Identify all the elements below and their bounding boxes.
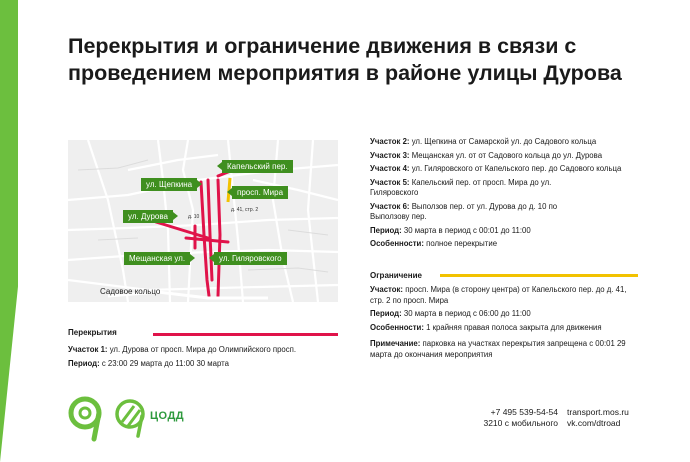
closure-item-2: Участок 2: ул. Щепкина от Самарской ул. до Садового кольца bbox=[370, 137, 597, 146]
closure-item-4: Участок 4: ул. Гиляровского от Капельского пер. до Садового кольца bbox=[370, 164, 622, 173]
restriction-heading: Ограничение bbox=[370, 271, 422, 280]
contact-links bbox=[567, 407, 629, 429]
map-label-durova: ул. Дурова bbox=[123, 210, 173, 223]
page-title: Перекрытия и ограничение движения в связи с проведением мероприятия в районе улицы Дурова bbox=[68, 34, 622, 85]
mobile-number: 3210 с мобильного bbox=[483, 418, 558, 428]
restriction-features: Особенности: 1 крайняя правая полоса закрыта для движения bbox=[370, 322, 602, 332]
closure-gilyarovskogo bbox=[218, 180, 220, 296]
parking-note: Примечание: парковка на участках перекрытия запрещена с 00:01 29 марта до окончания мероприятия bbox=[370, 339, 626, 359]
map-label-kapelsky: Капельский пер. bbox=[222, 160, 293, 173]
codd-logo-icon bbox=[112, 398, 148, 438]
closures-heading: Перекрытия bbox=[68, 328, 117, 337]
restriction-block bbox=[370, 285, 642, 336]
route-map bbox=[68, 140, 338, 302]
closure-period-2: Период: 30 марта в период с 00:01 до 11:00 bbox=[370, 225, 531, 235]
closures-right-block bbox=[370, 137, 640, 253]
phone-number[interactable]: +7 495 539-54-54 bbox=[490, 407, 558, 417]
closures-left-block bbox=[68, 345, 358, 372]
closure-features: Особенности: полное перекрытие bbox=[370, 239, 498, 248]
restriction-period: Период: 30 марта в период с 06:00 до 11:00 bbox=[370, 309, 531, 318]
map-label-sadovoe: Садовое кольцо bbox=[100, 287, 161, 296]
map-drawing bbox=[68, 140, 338, 302]
closure-meshchanskaya bbox=[208, 180, 212, 280]
closure-item-5: Участок 5: Капельский пер. от просп. Мира до ул. Гиляровского bbox=[370, 177, 552, 197]
map-label-d41: д. 41, стр. 2 bbox=[231, 207, 259, 213]
restriction-legend-line bbox=[440, 274, 638, 277]
note-block bbox=[370, 339, 632, 363]
closure-period-1: Период: с 23:00 29 марта до 11:00 30 марта bbox=[68, 358, 229, 368]
decorative-green-band bbox=[0, 0, 18, 462]
transport-site-link[interactable]: transport.mos.ru bbox=[567, 407, 629, 417]
closure-item-6: Участок 6: Выползов пер. от ул. Дурова до д. 10 по Выползову пер. bbox=[370, 201, 558, 221]
map-label-mira: просп. Мира bbox=[232, 186, 288, 199]
contact-phones bbox=[462, 407, 558, 429]
restriction-item: Участок: просп. Мира (в сторону центра) от Капельского пер. до д. 41, стр. 2 по просп. Мира bbox=[370, 285, 627, 305]
codd-brand-name: ЦОДД bbox=[150, 410, 185, 422]
closures-legend-line bbox=[153, 333, 338, 336]
closure-item-3: Участок 3: Мещанская ул. от от Садового кольца до ул. Дурова bbox=[370, 150, 603, 160]
map-label-gilyarovskogo: ул. Гиляровского bbox=[214, 252, 287, 265]
map-label-d10: д. 10 bbox=[188, 214, 200, 220]
closure-item-1: Участок 1: ул. Дурова от просп. Мира до Олимпийского просп. bbox=[68, 345, 297, 354]
map-label-meshchanskaya: Мещанская ул. bbox=[124, 252, 190, 265]
map-label-shchepkina: ул. Щепкина bbox=[141, 178, 197, 191]
vk-link[interactable]: vk.com/dtroad bbox=[567, 418, 621, 428]
moscow-transport-logo bbox=[66, 395, 108, 443]
